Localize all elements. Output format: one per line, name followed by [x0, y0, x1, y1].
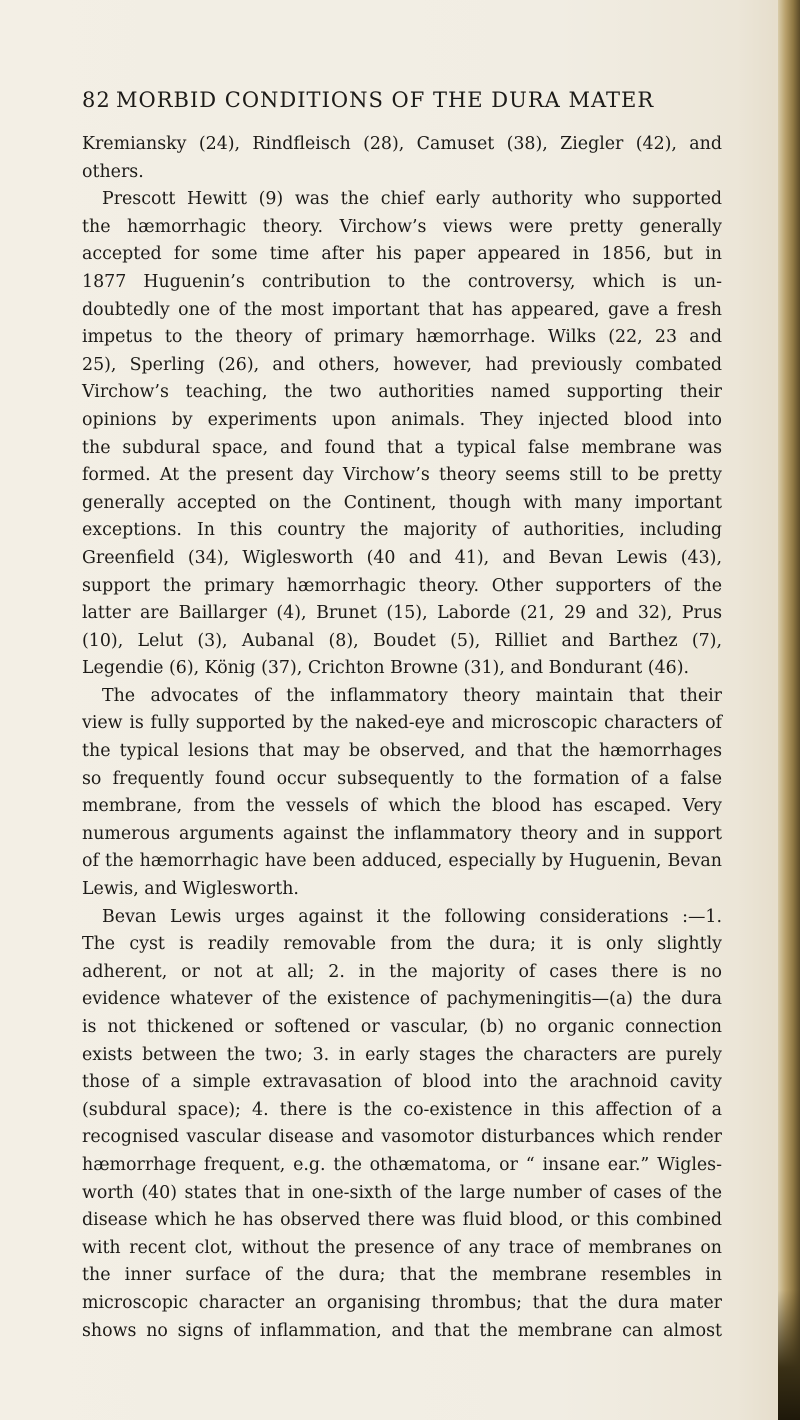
text-line: Greenfield (34), Wiglesworth (40 and 41), and Bevan Lewis (43), [82, 547, 722, 568]
text-line: 1877 Huguenin’s contribution to the controversy, which is un- [82, 271, 722, 292]
page-number: 82 [82, 88, 111, 112]
text-line: recognised vascular disease and vasomotor disturbances which render [82, 1127, 722, 1148]
text-line: evidence whatever of the existence of pachymeningitis—(a) the dura [82, 989, 722, 1010]
text-line: Kremiansky (24), Rindfleisch (28), Camuset (38), Ziegler (42), and [82, 134, 722, 154]
text-line: Legendie (6), König (37), Crichton Browne (31), and Bondurant (46). [82, 658, 690, 679]
text-line: disease which he has observed there was fluid blood, or this combined [82, 1210, 722, 1231]
text-line: of the hæmorrhagic have been adduced, especially by Huguenin, Bevan [82, 851, 722, 872]
text-line: with recent clot, without the presence of any trace of membranes on [82, 1237, 722, 1258]
text-line: accepted for some time after his paper appeared in 1856, but in [82, 244, 722, 265]
text-line: those of a simple extravasation of blood into the arachnoid cavity [82, 1072, 722, 1093]
text-line: so frequently found occur subsequently to the formation of a false [82, 768, 722, 789]
text-line: the inner surface of the dura; that the membrane resembles in [82, 1265, 722, 1286]
text-line: membrane, from the vessels of which the blood has escaped. Very [82, 796, 722, 817]
text-line: hæmorrhage frequent, e.g. the othæmatoma, or “ insane ear.” Wigles- [82, 1154, 722, 1175]
text-line: the typical lesions that may be observed, and that the hæmorrhages [82, 741, 722, 762]
text-line: generally accepted on the Continent, though with many important [82, 492, 722, 513]
text-line: Prescott Hewitt (9) was the chief early authority who supported [102, 189, 722, 210]
page-corner-shadow [778, 1290, 800, 1420]
text-line: (10), Lelut (3), Aubanal (8), Boudet (5), Rilliet and Barthez (7), [82, 630, 722, 651]
page-header [82, 88, 722, 118]
text-line: opinions by experiments upon animals. They injected blood into [82, 409, 722, 430]
text-line: (subdural space); 4. there is the co-existence in this affection of a [82, 1099, 722, 1120]
text-line: microscopic character an organising thrombus; that the dura mater [82, 1292, 722, 1313]
running-head: MORBID CONDITIONS OF THE DURA MATER [116, 88, 655, 112]
text-line: latter are Baillarger (4), Brunet (15), Laborde (21, 29 and 32), Prus [82, 603, 722, 624]
text-line: is not thickened or softened or vascular, (b) no organic connection [82, 1017, 722, 1037]
text-line: doubtedly one of the most important that has appeared, gave a fresh [82, 299, 722, 320]
text-line: numerous arguments against the inflammatory theory and in support [82, 823, 722, 844]
text-line: the subdural space, and found that a typical false membrane was [82, 437, 722, 458]
text-line: adherent, or not at all; 2. in the majority of cases there is no [82, 961, 722, 982]
text-line: Bevan Lewis urges against it the following considerations :—1. [102, 906, 722, 927]
text-line: 25), Sperling (26), and others, however, had previously combated [82, 354, 722, 375]
text-line: view is fully supported by the naked-eye and microscopic characters of [82, 713, 722, 734]
body-text [82, 131, 722, 1345]
text-line: the hæmorrhagic theory. Virchow’s views were pretty generally [82, 216, 722, 237]
text-line: Lewis, and Wiglesworth. [82, 879, 299, 900]
text-line: exists between the two; 3. in early stages the characters are purely [82, 1044, 722, 1065]
text-line: The advocates of the inflammatory theory maintain that their [102, 685, 722, 706]
text-line: support the primary hæmorrhagic theory. Other supporters of the [82, 575, 722, 596]
text-line: Virchow’s teaching, the two authorities named supporting their [82, 382, 722, 403]
text-line: The cyst is readily removable from the dura; it is only slightly [82, 934, 722, 955]
text-line: others. [82, 161, 144, 182]
text-line: formed. At the present day Virchow’s theory seems still to be pretty [82, 465, 722, 486]
text-line: worth (40) states that in one-sixth of the large number of cases of the [82, 1182, 722, 1203]
page-edge-shadow [778, 0, 800, 1420]
text-line: impetus to the theory of primary hæmorrhage. Wilks (22, 23 and [82, 327, 722, 348]
text-line: exceptions. In this country the majority of authorities, including [82, 520, 722, 541]
text-line: shows no signs of inflammation, and that the membrane can almost [82, 1320, 722, 1341]
